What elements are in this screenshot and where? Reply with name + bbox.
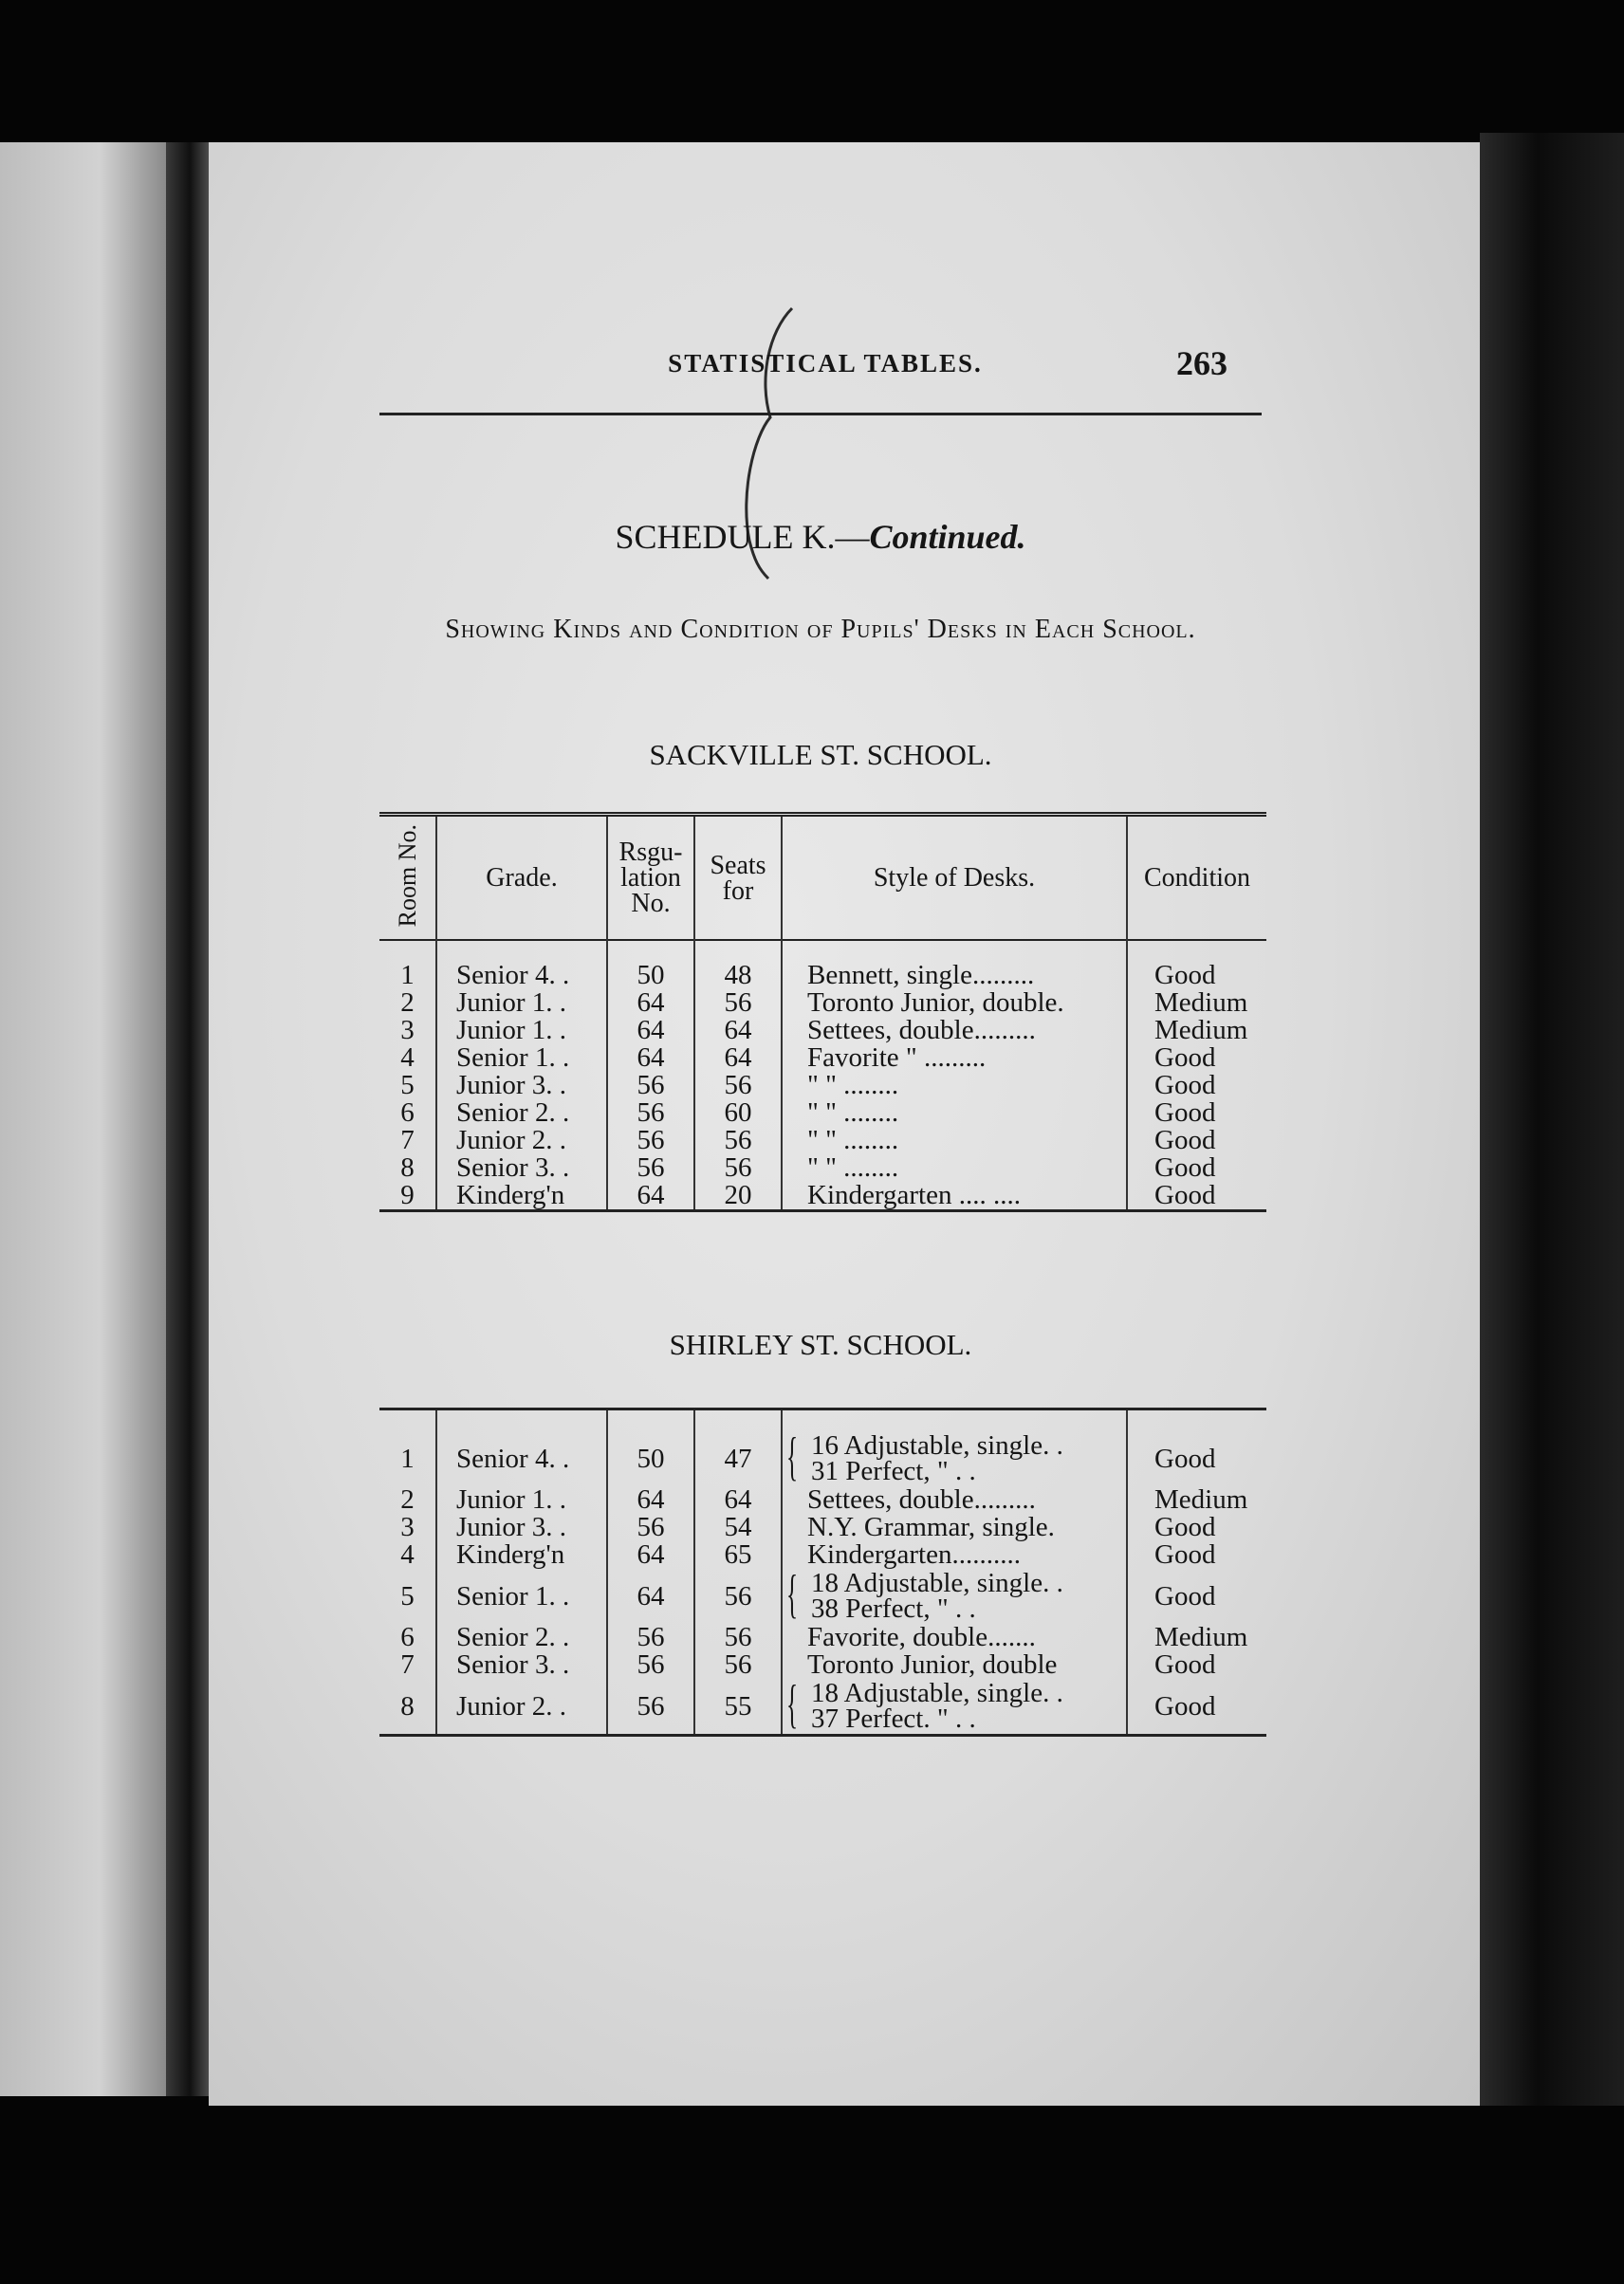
room-number-cell: 4 <box>400 1539 415 1570</box>
regulation-number-cell: 64 <box>607 989 694 1017</box>
room-number-cell: 9 <box>400 1180 415 1211</box>
table-row <box>379 1017 1266 1044</box>
desk-style-cell: Toronto Junior, double <box>782 1651 1127 1679</box>
grade-cell: Kinderg'n <box>436 1541 607 1569</box>
table-header-row <box>379 815 1266 941</box>
room-number-cell: 3 <box>400 1015 415 1046</box>
condition-cell: Good <box>1127 1569 1266 1624</box>
grade-cell: Junior 2. . <box>436 1679 607 1736</box>
desk-style-cell: " " ........ <box>782 1072 1127 1099</box>
regulation-number-cell: 56 <box>607 1072 694 1099</box>
seats-for-cell: 64 <box>694 1017 782 1044</box>
schedule-title-continued: Continued. <box>869 518 1026 556</box>
grade-cell: Senior 1. . <box>436 1569 607 1624</box>
grade-cell: Kinderg'n <box>436 1182 607 1211</box>
table-row <box>379 1099 1266 1127</box>
grade-cell: Junior 3. . <box>436 1072 607 1099</box>
grade-cell: Senior 2. . <box>436 1099 607 1127</box>
condition-cell: Good <box>1127 1127 1266 1154</box>
book-edge-shadow <box>1480 133 1624 2106</box>
room-number-cell: 5 <box>400 1580 415 1612</box>
table-row <box>379 1651 1266 1679</box>
regulation-number-cell: 50 <box>607 962 694 989</box>
header-seats-for: Seats for <box>694 815 782 941</box>
desk-style-cell: N.Y. Grammar, single. <box>782 1514 1127 1541</box>
table-row <box>379 1486 1266 1514</box>
table-row <box>379 1182 1266 1211</box>
seats-for-cell: 56 <box>694 1127 782 1154</box>
room-number-cell: 5 <box>400 1070 415 1101</box>
grade-cell: Senior 4. . <box>436 962 607 989</box>
table-row <box>379 1514 1266 1541</box>
condition-cell: Medium <box>1127 989 1266 1017</box>
seats-for-cell: 48 <box>694 962 782 989</box>
desk-style-cell <box>782 1565 1127 1624</box>
seats-for-cell: 56 <box>694 989 782 1017</box>
seats-for-cell: 54 <box>694 1514 782 1541</box>
seats-for-cell: 56 <box>694 1154 782 1182</box>
condition-cell: Good <box>1127 1514 1266 1541</box>
seats-for-cell: 56 <box>694 1624 782 1651</box>
desk-style-cell: " " ........ <box>782 1099 1127 1127</box>
grade-cell: Senior 4. . <box>436 1431 607 1486</box>
condition-cell: Good <box>1127 1431 1266 1486</box>
desk-style-line: 38 Perfect, " . . <box>811 1593 976 1624</box>
regulation-number-cell: 64 <box>607 1569 694 1624</box>
shirley-desks-table <box>379 1408 1266 1737</box>
seats-for-cell: 60 <box>694 1099 782 1127</box>
sackville-table-wrap <box>379 812 1266 1212</box>
seats-for-cell: 56 <box>694 1569 782 1624</box>
shirley-school-title: SHIRLEY ST. SCHOOL. <box>669 1328 972 1361</box>
header-condition: Condition <box>1127 815 1266 941</box>
condition-cell: Good <box>1127 1679 1266 1736</box>
grade-cell: Junior 1. . <box>436 989 607 1017</box>
seats-for-cell: 56 <box>694 1651 782 1679</box>
running-head: STATISTICAL TABLES. <box>668 349 983 378</box>
room-number-cell: 8 <box>400 1152 415 1184</box>
header-room-no: Room No. <box>393 824 421 928</box>
schedule-title-main: SCHEDULE K.— <box>615 518 870 556</box>
desk-style-cell: Favorite, double....... <box>782 1624 1127 1651</box>
desk-style-line: 18 Adjustable, single. . <box>811 1678 1063 1708</box>
sackville-school-title: SACKVILLE ST. SCHOOL. <box>649 738 992 771</box>
shirley-table-wrap <box>379 1408 1266 1737</box>
condition-cell: Medium <box>1127 1624 1266 1651</box>
grade-cell: Junior 2. . <box>436 1127 607 1154</box>
seats-for-cell: 20 <box>694 1182 782 1211</box>
seats-for-cell: 55 <box>694 1679 782 1736</box>
grade-cell: Senior 3. . <box>436 1651 607 1679</box>
page-number: 263 <box>1176 344 1227 382</box>
grade-cell: Junior 1. . <box>436 1017 607 1044</box>
room-number-cell: 3 <box>400 1512 415 1542</box>
regulation-number-cell: 56 <box>607 1679 694 1736</box>
brace-icon: { <box>786 1675 799 1734</box>
room-number-cell: 7 <box>400 1649 415 1680</box>
sackville-desks-table <box>379 812 1266 1212</box>
desk-style-cell: " " ........ <box>782 1127 1127 1154</box>
table-row <box>379 989 1266 1017</box>
desk-style-cell <box>782 1428 1127 1486</box>
seats-for-cell: 47 <box>694 1431 782 1486</box>
table-row <box>379 1541 1266 1569</box>
condition-cell: Good <box>1127 1099 1266 1127</box>
condition-cell: Good <box>1127 1044 1266 1072</box>
condition-cell: Good <box>1127 962 1266 989</box>
regulation-number-cell: 56 <box>607 1099 694 1127</box>
header-regulation-no: Rsgu- lation No. <box>607 815 694 941</box>
regulation-number-cell: 56 <box>607 1514 694 1541</box>
table-row <box>379 1072 1266 1099</box>
room-number-cell: 7 <box>400 1125 415 1156</box>
grade-cell: Senior 3. . <box>436 1154 607 1182</box>
desk-style-line: 31 Perfect, " . . <box>811 1456 976 1486</box>
table-row <box>379 962 1266 989</box>
regulation-number-cell: 50 <box>607 1431 694 1486</box>
desk-style-cell: Settees, double......... <box>782 1017 1127 1044</box>
book-gutter <box>166 142 213 2096</box>
room-number-cell: 4 <box>400 1042 415 1074</box>
room-number-cell: 6 <box>400 1097 415 1129</box>
table-row <box>379 1431 1266 1486</box>
desk-style-cell: " " ........ <box>782 1154 1127 1182</box>
room-number-cell: 2 <box>400 1484 415 1515</box>
room-number-cell: 1 <box>400 1443 415 1474</box>
header-grade: Grade. <box>436 815 607 941</box>
desk-style-line: 16 Adjustable, single. . <box>811 1430 1063 1461</box>
condition-cell: Medium <box>1127 1017 1266 1044</box>
grade-cell: Senior 2. . <box>436 1624 607 1651</box>
facing-page-edge <box>0 142 166 2096</box>
table-row <box>379 1679 1266 1736</box>
table-row <box>379 1624 1266 1651</box>
regulation-number-cell: 64 <box>607 1182 694 1211</box>
grade-cell: Senior 1. . <box>436 1044 607 1072</box>
room-number-cell: 8 <box>400 1690 415 1722</box>
desk-style-line: 18 Adjustable, single. . <box>811 1568 1063 1598</box>
regulation-number-cell: 56 <box>607 1154 694 1182</box>
table-spacer <box>379 940 1266 962</box>
room-number-cell: 1 <box>400 960 415 991</box>
table-row <box>379 1569 1266 1624</box>
desk-style-cell: Settees, double......... <box>782 1486 1127 1514</box>
grade-cell: Junior 1. . <box>436 1486 607 1514</box>
regulation-number-cell: 64 <box>607 1486 694 1514</box>
desk-style-cell: Bennett, single......... <box>782 962 1127 989</box>
table-row <box>379 1127 1266 1154</box>
header-rule <box>379 413 1262 415</box>
regulation-number-cell: 56 <box>607 1651 694 1679</box>
condition-cell: Good <box>1127 1541 1266 1569</box>
table-row <box>379 1154 1266 1182</box>
condition-cell: Medium <box>1127 1486 1266 1514</box>
condition-cell: Good <box>1127 1154 1266 1182</box>
brace-icon: { <box>786 1428 799 1486</box>
regulation-number-cell: 64 <box>607 1017 694 1044</box>
brace-icon: { <box>786 1565 799 1624</box>
desk-style-cell: Favorite " ......... <box>782 1044 1127 1072</box>
seats-for-cell: 64 <box>694 1486 782 1514</box>
seats-for-cell: 65 <box>694 1541 782 1569</box>
desk-style-cell: Kindergarten .... .... <box>782 1182 1127 1211</box>
table-spacer <box>379 1409 1266 1432</box>
condition-cell: Good <box>1127 1182 1266 1211</box>
header-style-of-desks: Style of Desks. <box>782 815 1127 941</box>
regulation-number-cell: 56 <box>607 1624 694 1651</box>
regulation-number-cell: 56 <box>607 1127 694 1154</box>
condition-cell: Good <box>1127 1072 1266 1099</box>
schedule-title <box>379 517 1262 557</box>
desk-style-cell: Kindergarten.......... <box>782 1541 1127 1569</box>
condition-cell: Good <box>1127 1651 1266 1679</box>
regulation-number-cell: 64 <box>607 1541 694 1569</box>
room-number-cell: 2 <box>400 987 415 1019</box>
desk-style-cell <box>782 1675 1127 1736</box>
seats-for-cell: 64 <box>694 1044 782 1072</box>
desk-style-cell: Toronto Junior, double. <box>782 989 1127 1017</box>
room-number-cell: 6 <box>400 1622 415 1652</box>
table-row <box>379 1044 1266 1072</box>
regulation-number-cell: 64 <box>607 1044 694 1072</box>
grade-cell: Junior 3. . <box>436 1514 607 1541</box>
seats-for-cell: 56 <box>694 1072 782 1099</box>
desk-style-line: 37 Perfect. " . . <box>811 1704 976 1734</box>
schedule-subtitle: Showing Kinds and Condition of Pupils' Desks in Each School. <box>445 615 1196 644</box>
